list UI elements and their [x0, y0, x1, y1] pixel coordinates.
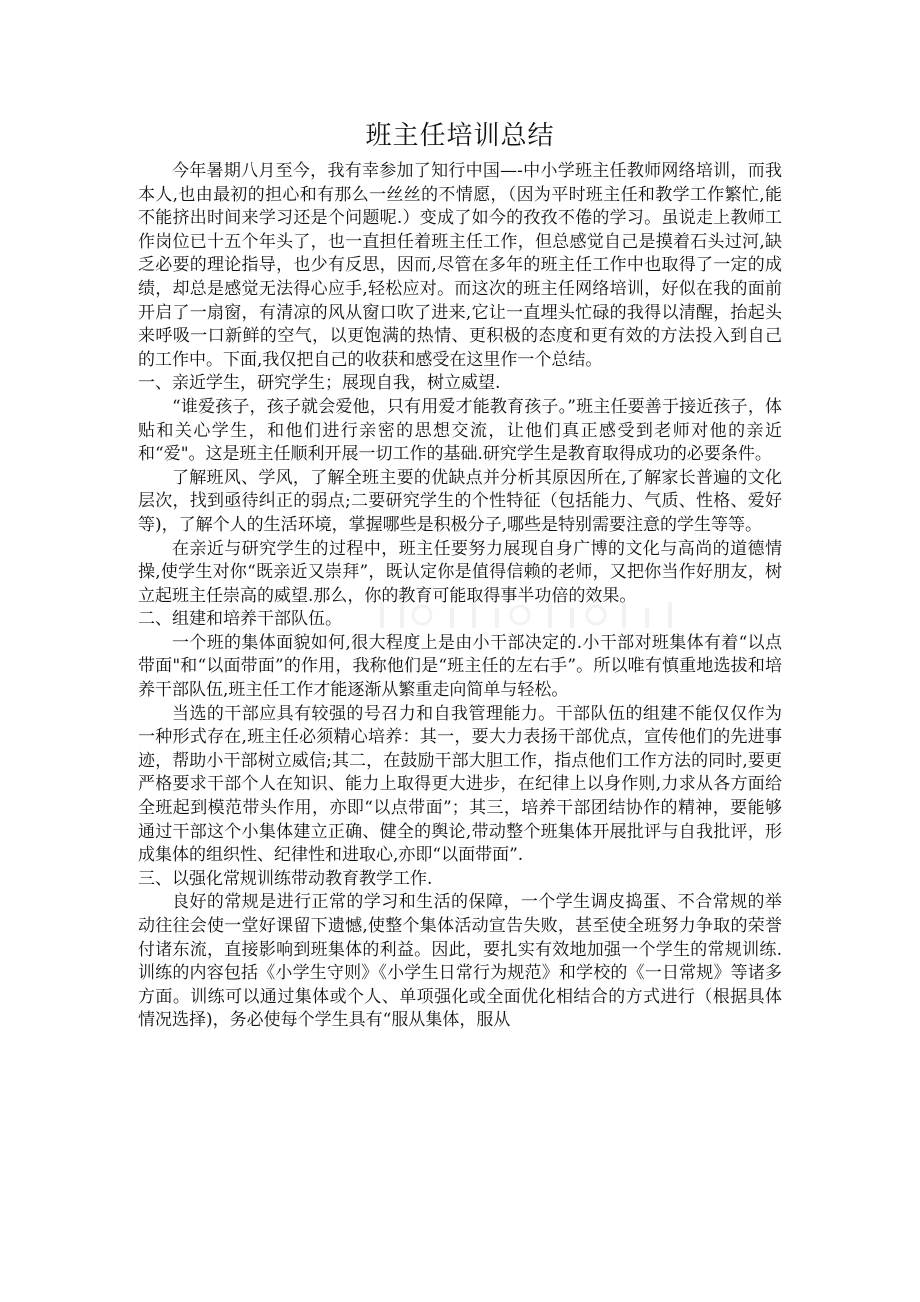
body-paragraph: 一个班的集体面貌如何,很大程度上是由小干部决定的.小干部对班集体有着“以点带面"和“以面带面”的作用，我称他们是“班主任的左右手”。所以唯有慎重地选拔和培养干部队伍,班主任工作才能逐渐从繁重走向简单与轻松。 [138, 632, 782, 701]
body-paragraph: 了解班风、学风，了解全班主要的优缺点并分析其原因所在,了解家长普遍的文化层次，找到亟待纠正的弱点;二要研究学生的个性特征（包括能力、气质、性格、爱好等)，了解个人的生活环境，掌握哪些是积极分子,哪些是特别需要注意的学生等等。 [138, 467, 782, 535]
section-heading-1: 一、亲近学生，研究学生；展现自我，树立威望. [138, 373, 501, 394]
body-paragraph: “谁爱孩子，孩子就会爱他，只有用爱才能教育孩子。”班主任要善于接近孩子，体贴和关心学生，和他们进行亲密的思想交流，让他们真正感受到老师对他的亲近和“爱"。这是班主任顺利开展一切工作的基础.研究学生是教育取得成功的必要条件。 [138, 396, 782, 465]
section-heading-3: 三、以强化常规训练带动教育教学工作. [138, 868, 433, 889]
document-page [138, 118, 782, 1033]
document-title: 班主任培训总结 [365, 121, 555, 151]
body-paragraph: 良好的常规是进行正常的学习和生活的保障，一个学生调皮捣蛋、不合常规的举动往往会使一堂好课留下遗憾,使整个集体活动宣告失败，甚至使全班努力争取的荣誉付诸东流，直接影响到班集体的利益。因此，要扎实有效地加强一个学生的常规训练.训练的内容包括《小学生守则》《小学生日常行为规范》和学校的《一日常规》等诸多方面。训练可以通过集体或个人、单项强化或全面优化相结合的方式进行（根据具体情况选择)，务必使每个学生具有“服从集体，服从 [138, 892, 782, 1031]
watermark-graphic [360, 590, 700, 640]
intro-paragraph: 今年暑期八月至今，我有幸参加了知行中国—-中小学班主任教师网络培训，而我本人,也由最初的担心和有那么一丝丝的不情愿，（因为平时班主任和教学工作繁忙,能不能挤出时间来学习还是个问题呢.）变成了如今的孜孜不倦的学习。虽说走上教师工作岗位已十五个年头了，也一直担任着班主任工作，但总感觉自己是摸着石头过河,缺乏必要的理论指导，也少有反思，因而,尽管在多年的班主任工作中也取得了一定的成绩，却总是感觉无法得心应手,轻松应对。而这次的班主任网络培训，好似在我的面前开启了一扇窗，有清凉的风从窗口吹了进来,它让一直埋头忙碌的我得以清醒，抬起头来呼吸一口新鲜的空气，以更饱满的热情、更积极的态度和更有效的方法投入到自己的工作中。下面,我仅把自己的收获和感受在这里作一个总结。 [138, 161, 782, 370]
body-paragraph: 在亲近与研究学生的过程中，班主任要努力展现自身广博的文化与高尚的道德情操,使学生对你“既亲近又崇拜”，既认定你是值得信赖的老师，又把你当作好朋友，树立起班主任崇高的威望.那么，你的教育可能取得事半功倍的效果。 [138, 538, 782, 606]
section-heading-2: 二、组建和培养干部队伍。 [138, 609, 342, 630]
watermark [360, 590, 700, 640]
body-paragraph: 当选的干部应具有较强的号召力和自我管理能力。干部队伍的组建不能仅仅作为一种形式存在,班主任必须精心培养：其一，要大力表扬干部优点，宣传他们的先进事迹，帮助小干部树立威信;其二，在鼓励干部大胆工作，指点他们工作方法的同时,要更严格要求干部个人在知识、能力上取得更大进步，在纪律上以身作则,力求从各方面给全班起到模范带头作用，亦即“以点带面”；其三，培养干部团结协作的精神，要能够通过干部这个小集体建立正确、健全的舆论,带动整个班集体开展批评与自我批评，形成集体的组织性、纪律性和进取心,亦即“以面带面”. [138, 703, 782, 866]
